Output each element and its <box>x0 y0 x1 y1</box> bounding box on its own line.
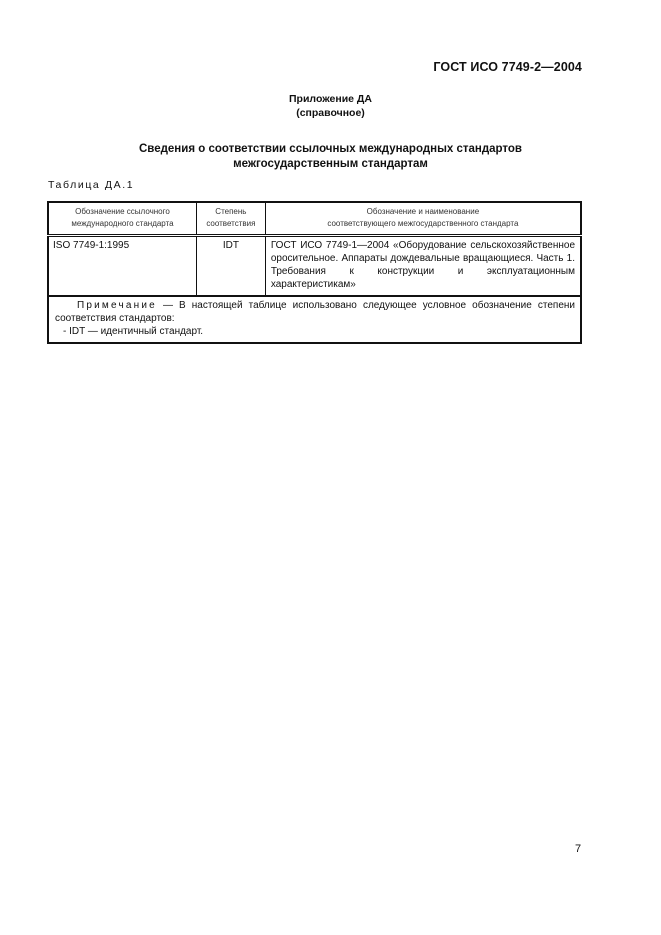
annex-title: Приложение ДА <box>289 93 372 105</box>
header-text: международного стандарта <box>71 219 174 228</box>
header-text: соответствия <box>206 219 256 228</box>
cell-degree: IDT <box>196 236 265 297</box>
header-interstate-standard <box>265 202 581 236</box>
table-note <box>48 296 581 343</box>
header-text: соответствующего межгосударственного стандарта <box>327 219 519 228</box>
header-text: Обозначение ссылочного <box>75 207 170 216</box>
section-title-line1: Сведения о соответствии ссылочных международных стандартов <box>138 143 522 155</box>
header-international-standard <box>48 202 196 236</box>
cell-international-standard: ISO 7749-1:1995 <box>53 240 130 251</box>
page-number: 7 <box>575 843 582 855</box>
table-row <box>48 236 581 297</box>
annex-subtitle: (справочное) <box>296 107 365 119</box>
header-text: Обозначение и наименование <box>366 207 480 216</box>
note-heading: Примечание <box>77 300 157 311</box>
header-degree <box>196 202 265 236</box>
table-note-row <box>48 296 581 343</box>
cell-interstate-standard: ГОСТ ИСО 7749-1—2004 «Оборудование сельскохозяйственное оросительное. Аппараты дождевальные вращающиеся. Часть 1. Требования к конструкции и эксплуатационным характеристикам» <box>265 236 581 297</box>
document-code: ГОСТ ИСО 7749-2—2004 <box>433 60 582 74</box>
header-text: Степень <box>215 207 247 216</box>
note-item: - IDT — идентичный стандарт. <box>63 326 204 337</box>
section-title <box>0 142 661 172</box>
note-dash: — <box>156 300 180 311</box>
note-text: В настоящей таблице использовано следующее условное обозначение степени соответствия стандартов: <box>55 300 575 324</box>
note-paragraph <box>55 299 575 325</box>
annex-heading <box>0 92 661 120</box>
table-label: Таблица ДА.1 <box>48 179 135 191</box>
table-header-row <box>48 202 581 236</box>
correspondence-table <box>47 201 582 344</box>
section-title-line2: межгосударственным стандартам <box>233 158 428 170</box>
